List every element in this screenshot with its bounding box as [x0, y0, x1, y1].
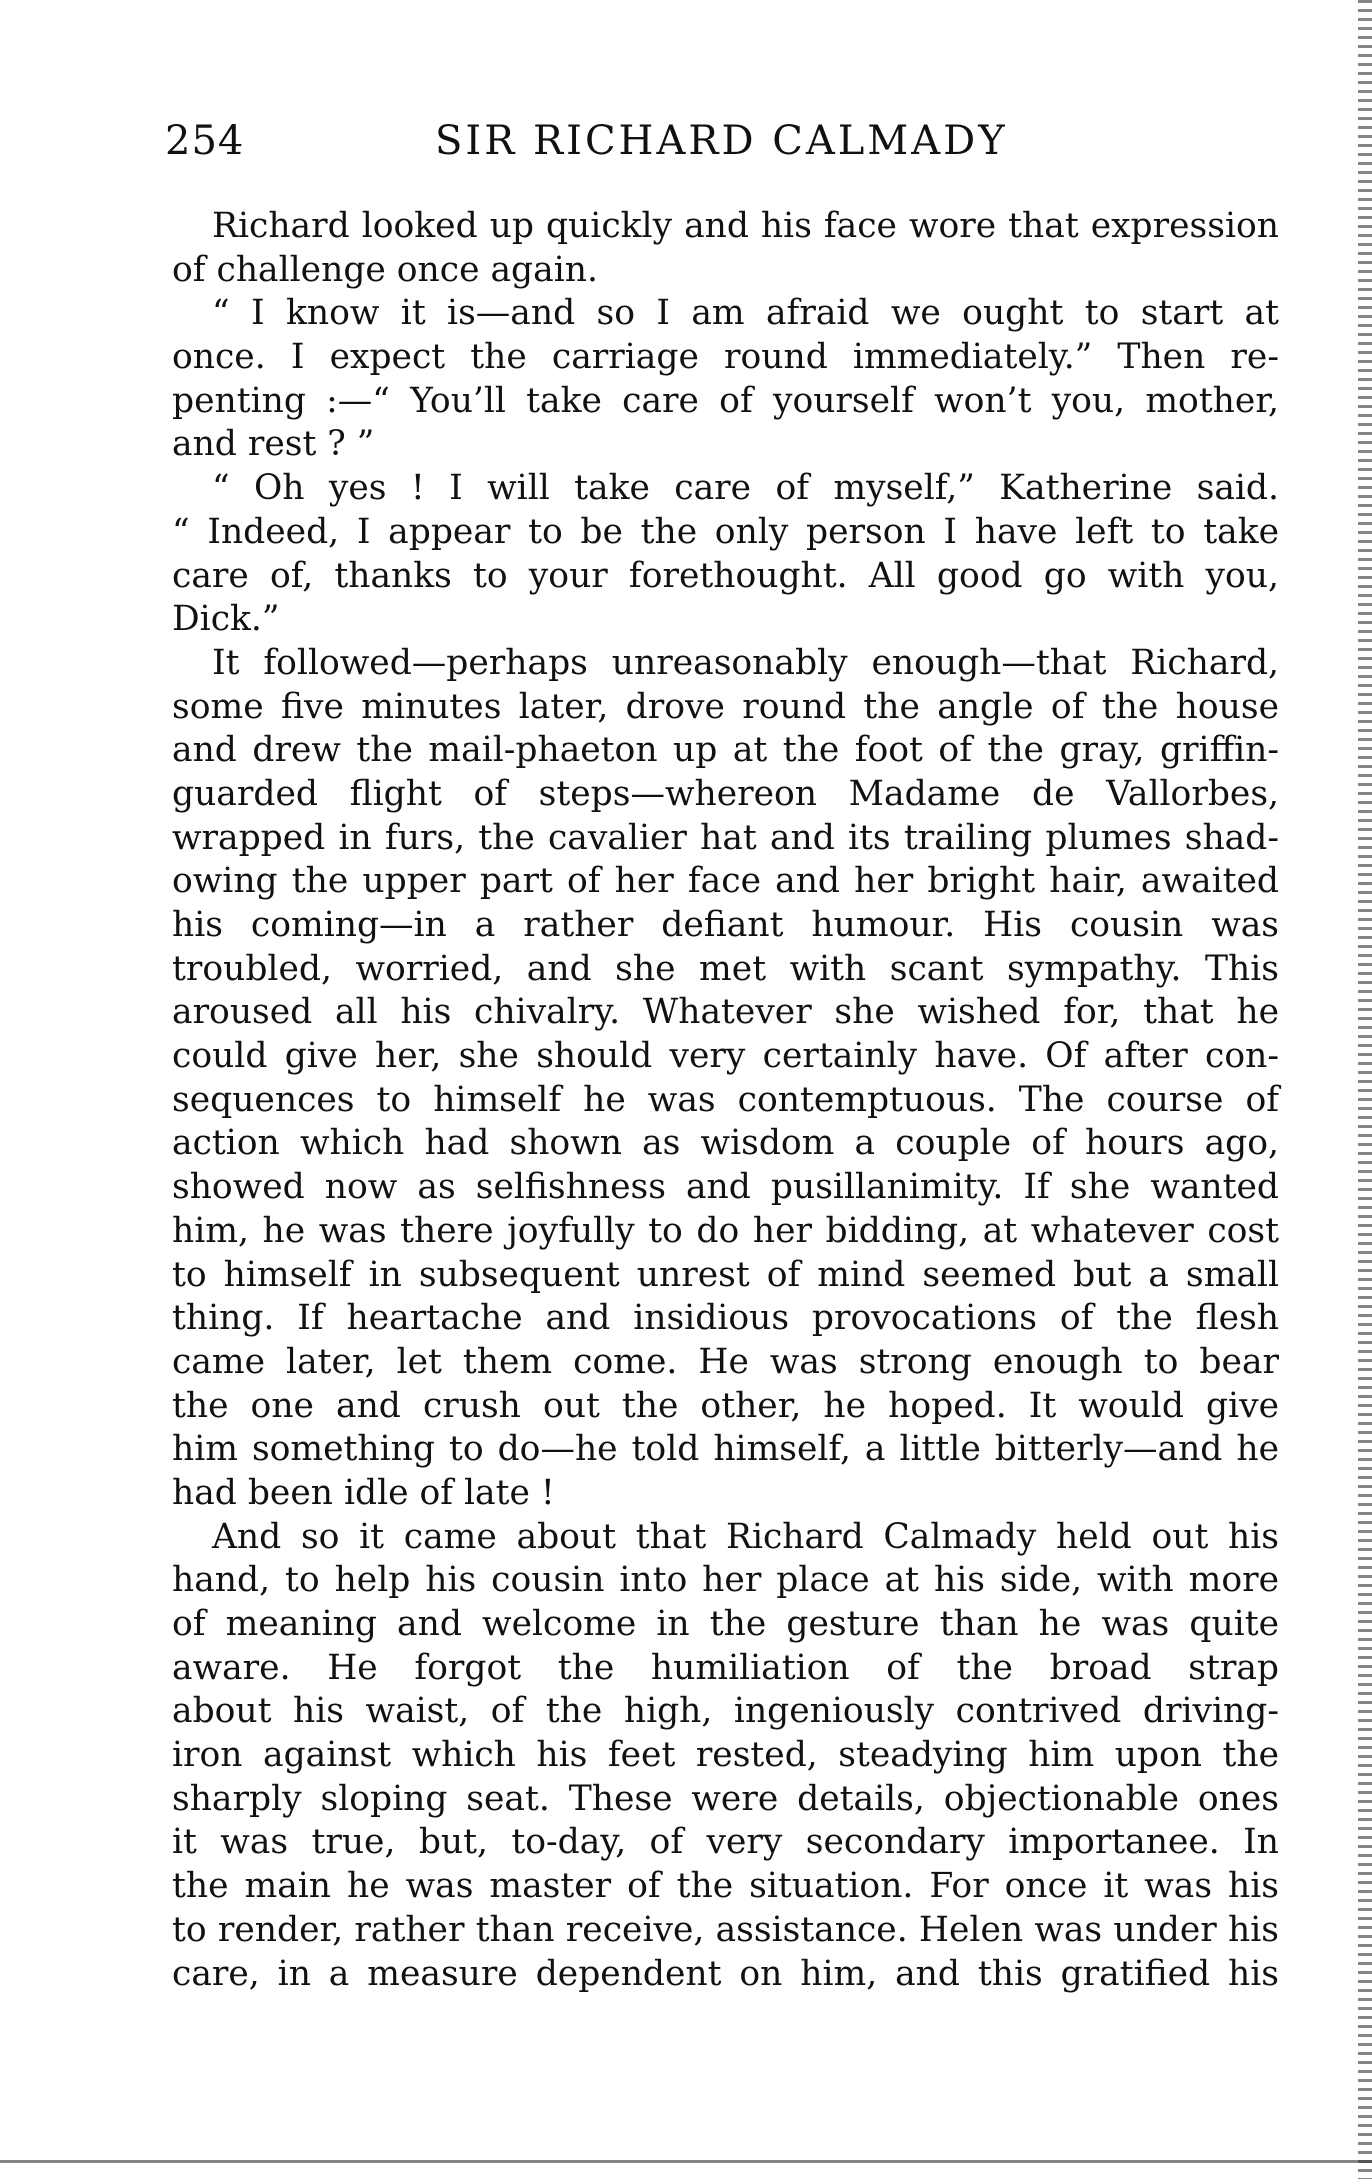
text-line: to himself in subsequent unrest of mind seemed but a small [172, 1254, 1279, 1295]
text-line: of challenge once again. [172, 249, 598, 290]
text-line: had been idle of late ! [172, 1472, 555, 1513]
text-line: the one and crush out the other, he hoped. It would give [172, 1385, 1279, 1426]
text-line: owing the upper part of her face and her bright hair, awaited [172, 861, 1279, 902]
text-line: his coming—in a rather defiant humour. His cousin was [172, 905, 1279, 945]
text-line: sharply sloping seat. These were details, objectionable ones [172, 1778, 1279, 1819]
text-line: “ I know it is—and so I am afraid we ought to start at [212, 293, 1279, 334]
text-line: him something to do—he told himself, a little bitterly—and he [172, 1429, 1279, 1470]
text-line: guarded flight of steps—whereon Madame de Vallorbes, [172, 773, 1279, 814]
text-line: aroused all his chivalry. Whatever she wished for, that he [172, 992, 1279, 1033]
text-line: troubled, worried, and she met with scant sympathy. This [172, 948, 1279, 989]
text-line: could give her, she should very certainly have. Of after con- [172, 1036, 1279, 1077]
text-line: Richard looked up quickly and his face wore that expression [212, 206, 1279, 246]
text-line: once. I expect the carriage round immediately.” Then re- [172, 337, 1279, 378]
text-line: iron against which his feet rested, steadying him upon the [172, 1735, 1279, 1776]
text-line: the main he was master of the situation. For once it was his [172, 1866, 1279, 1907]
text-line: And so it came about that Richard Calmady held out his [212, 1516, 1279, 1557]
page-edge-shadow [1358, 0, 1372, 2179]
text-line: action which had shown as wisdom a couple of hours ago, [172, 1123, 1279, 1164]
text-line: Dick.” [172, 599, 280, 640]
text-line: It followed—perhaps unreasonably enough—that Richard, [212, 642, 1279, 683]
bottom-scan-edge [0, 2160, 1372, 2163]
text-line: some five minutes later, drove round the angle of the house [172, 686, 1279, 727]
text-line: “ Indeed, I appear to be the only person I have left to take [172, 511, 1279, 552]
text-line: “ Oh yes ! I will take care of myself,” Katherine said. [212, 468, 1279, 509]
text-line: to render, rather than receive, assistance. Helen was under his [172, 1909, 1279, 1950]
text-line: and rest ? ” [172, 424, 375, 465]
text-line: thing. If heartache and insidious provocations of the flesh [172, 1298, 1279, 1339]
text-line: of meaning and welcome in the gesture than he was quite [172, 1604, 1279, 1644]
text-line: about his waist, of the high, ingeniously contrived driving- [172, 1691, 1279, 1732]
text-line: hand, to help his cousin into her place at his side, with more [172, 1560, 1279, 1601]
text-line: sequences to himself he was contemptuous. The course of [172, 1079, 1279, 1120]
body-text [172, 205, 1279, 1996]
text-line: care, in a measure dependent on him, and this gratified his [172, 1953, 1279, 1994]
text-line: wrapped in furs, the cavalier hat and its trailing plumes shad- [172, 817, 1279, 858]
text-line: him, he was there joyfully to do her bidding, at whatever cost [172, 1210, 1279, 1251]
text-line: penting :—“ You’ll take care of yourself won’t you, mother, [172, 380, 1279, 421]
running-title: SIR RICHARD CALMADY [435, 118, 1008, 164]
text-line: came later, let them come. He was strong enough to bear [172, 1341, 1279, 1382]
text-line: aware. He forgot the humiliation of the broad strap [172, 1647, 1279, 1688]
text-line: care of, thanks to your forethought. All good go with you, [172, 555, 1279, 596]
page-header [165, 118, 1280, 178]
text-line: showed now as selfishness and pusillanimity. If she wanted [172, 1167, 1279, 1208]
text-line: and drew the mail-phaeton up at the foot of the gray, griffin- [172, 730, 1279, 771]
page-number: 254 [165, 118, 245, 164]
text-line: it was true, but, to-day, of very secondary importanee. In [172, 1822, 1279, 1863]
